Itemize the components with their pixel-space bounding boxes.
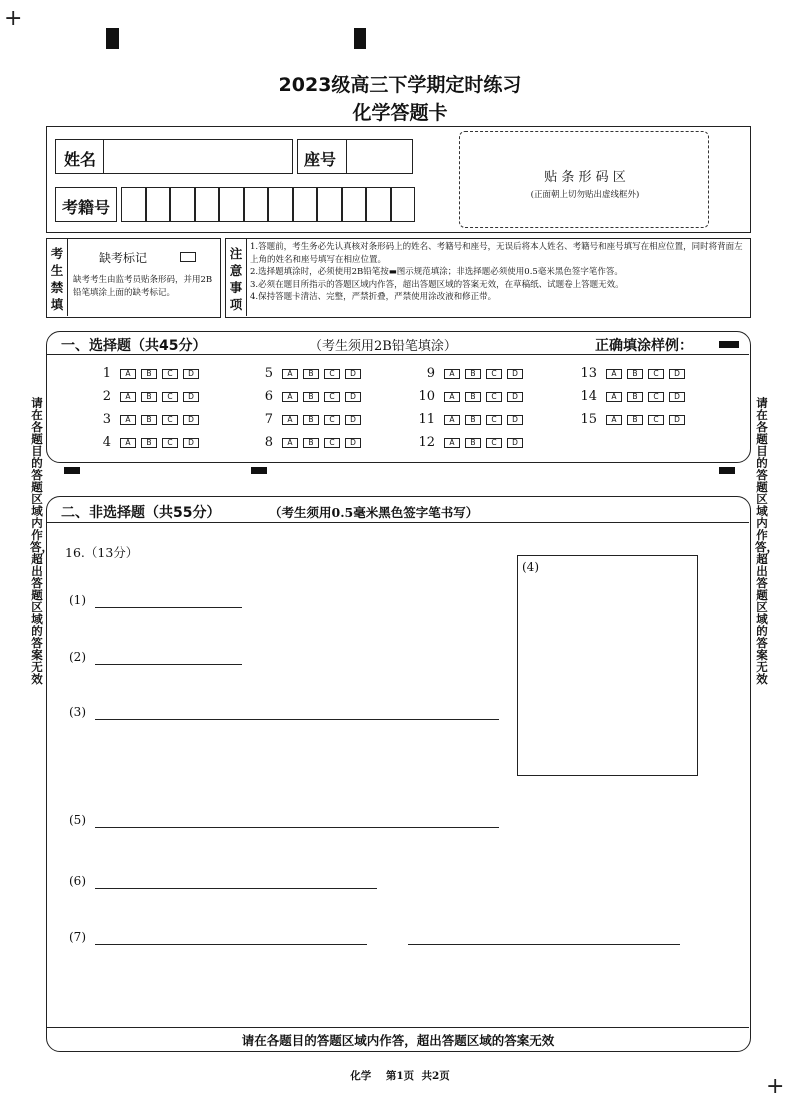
absent-mark-box[interactable] (180, 252, 196, 262)
question-number: 8 (264, 435, 273, 450)
question-number: 3 (102, 412, 111, 427)
option-bubble[interactable]: D (345, 369, 361, 379)
option-bubble[interactable]: D (345, 415, 361, 425)
note-item: 3.必须在题目所指示的答题区域内作答，超出答题区域的答案无效，在草稿纸、试题卷上答题无效。 (250, 279, 624, 290)
question-number: 2 (102, 389, 111, 404)
timing-mark (251, 467, 267, 474)
exam-id-digit-cell[interactable] (268, 187, 293, 222)
option-bubble[interactable]: D (507, 438, 523, 448)
option-bubble[interactable]: B (627, 392, 643, 402)
option-bubble[interactable]: C (486, 369, 502, 379)
notes-box (225, 238, 751, 318)
option-bubble[interactable]: C (648, 369, 664, 379)
option-bubble[interactable]: C (324, 392, 340, 402)
question-number: 12 (418, 435, 435, 450)
option-bubble[interactable]: C (162, 415, 178, 425)
exam-id-digit-cell[interactable] (317, 187, 342, 222)
option-bubble[interactable]: B (141, 392, 157, 402)
option-bubble[interactable]: D (183, 415, 199, 425)
answer-section-title: 二、非选择题（共55分） (61, 505, 221, 521)
exam-id-digit-cell[interactable] (121, 187, 146, 222)
question-number: 6 (264, 389, 273, 404)
option-bubble[interactable]: A (282, 369, 298, 379)
subpart-3-label: (3) (69, 705, 86, 719)
exam-id-label-cell (55, 187, 117, 222)
registration-mark (106, 28, 119, 49)
question-16-label: 16.（13分） (65, 545, 139, 560)
absent-note: 缺考考生由监考员贴条形码，并用2B铅笔填涂上面的缺考标记。 (73, 275, 213, 298)
footer-subject: 化学 (350, 1070, 372, 1082)
option-bubble[interactable]: B (303, 369, 319, 379)
absent-box (46, 238, 221, 318)
exam-id-digit-cell[interactable] (170, 187, 195, 222)
option-bubble[interactable]: B (627, 369, 643, 379)
answer-line[interactable] (95, 944, 367, 945)
side-warning-right: 请在各题目的答题区域内作答，超出答题区域的答案无效 (755, 396, 778, 686)
option-bubble[interactable]: D (183, 392, 199, 402)
answer-line[interactable] (95, 607, 242, 608)
choice-section-title: 一、选择题（共45分） (61, 338, 207, 354)
option-bubble[interactable]: C (324, 369, 340, 379)
option-bubble[interactable]: D (183, 438, 199, 448)
option-bubble[interactable]: A (444, 369, 460, 379)
timing-mark (719, 467, 735, 474)
seat-field[interactable] (297, 139, 413, 174)
option-bubble[interactable]: B (465, 369, 481, 379)
barcode-title: 贴 条 形 码 区 (544, 170, 626, 185)
option-bubble[interactable]: C (486, 438, 502, 448)
option-bubble[interactable]: A (282, 415, 298, 425)
exam-id-digit-cell[interactable] (244, 187, 269, 222)
subpart-1-label: (1) (69, 593, 86, 607)
option-bubble[interactable]: D (507, 415, 523, 425)
option-bubble[interactable]: C (324, 438, 340, 448)
subpart-7-label: (7) (69, 930, 86, 944)
subpart-4-label: (4) (522, 560, 539, 574)
option-bubble[interactable]: A (282, 392, 298, 402)
footer-total: 共2页 (421, 1070, 450, 1082)
exam-id-digit-cell[interactable] (293, 187, 318, 222)
option-bubble[interactable]: A (606, 369, 622, 379)
fill-example-label: 正确填涂样例： (595, 338, 693, 354)
exam-id-digit-cell[interactable] (219, 187, 244, 222)
option-bubble[interactable]: B (141, 438, 157, 448)
info-box (46, 126, 751, 233)
exam-id-digit-cell[interactable] (391, 187, 416, 222)
forbidden-vertical-label: 考 生 禁 填 (50, 246, 64, 312)
option-bubble[interactable]: A (444, 415, 460, 425)
option-bubble[interactable]: D (669, 369, 685, 379)
fill-example-mark (719, 341, 739, 348)
option-bubble[interactable]: C (486, 415, 502, 425)
option-bubble[interactable]: D (507, 369, 523, 379)
barcode-area (459, 131, 709, 228)
option-bubble[interactable]: B (303, 438, 319, 448)
option-bubble[interactable]: D (345, 438, 361, 448)
option-bubble[interactable]: B (141, 369, 157, 379)
option-bubble[interactable]: C (324, 415, 340, 425)
question-number: 10 (418, 389, 435, 404)
question-number: 1 (102, 366, 111, 381)
option-bubble[interactable]: C (162, 369, 178, 379)
footer (0, 1068, 800, 1083)
question-number: 11 (418, 412, 435, 427)
note-item: 4.保持答题卡清洁、完整，严禁折叠，严禁使用涂改液和修正带。 (250, 292, 497, 302)
exam-id-digit-cell[interactable] (366, 187, 391, 222)
crop-mark-bottom-right: + (766, 1074, 785, 1099)
name-field[interactable] (55, 139, 293, 174)
seat-label: 座号 (304, 150, 337, 169)
option-bubble[interactable]: A (444, 438, 460, 448)
answer-line[interactable] (95, 664, 242, 665)
registration-mark (354, 28, 366, 49)
option-bubble[interactable]: B (303, 392, 319, 402)
exam-id-digit-cell[interactable] (342, 187, 367, 222)
note-item: 2.选择题填涂时，必须使用2B铅笔按▬图示规范填涂；非选择题必须使用0.5毫米黑色签字笔作答。 (250, 267, 623, 277)
option-bubble[interactable]: D (345, 392, 361, 402)
option-bubble[interactable]: A (444, 392, 460, 402)
option-bubble[interactable]: A (120, 369, 136, 379)
notes-list (250, 241, 748, 304)
notes-vertical-label: 注 意 事 项 (229, 246, 243, 312)
answer-line[interactable] (95, 827, 499, 828)
option-bubble[interactable]: C (648, 415, 664, 425)
question-number: 7 (264, 412, 273, 427)
option-bubble[interactable]: B (465, 415, 481, 425)
footer-page: 第1页 (385, 1070, 415, 1082)
option-bubble[interactable]: A (120, 438, 136, 448)
page-title: 2023级高三下学期定时练习 (278, 74, 522, 96)
option-bubble[interactable]: D (507, 392, 523, 402)
name-label: 姓名 (64, 150, 97, 169)
absent-label: 缺考标记 (99, 251, 148, 265)
answer-line[interactable] (95, 719, 499, 720)
subpart-4-box[interactable] (517, 555, 698, 776)
question-number: 15 (580, 412, 597, 427)
timing-mark (64, 467, 80, 474)
subpart-2-label: (2) (69, 650, 86, 664)
choice-section (46, 331, 751, 463)
option-bubble[interactable]: D (669, 392, 685, 402)
option-bubble[interactable]: A (606, 415, 622, 425)
question-number: 9 (426, 366, 435, 381)
barcode-note: (正面朝上切勿贴出虚线框外) (530, 190, 640, 200)
crop-mark-top-left: + (4, 6, 23, 31)
option-bubble[interactable]: C (648, 392, 664, 402)
option-bubble[interactable]: A (120, 392, 136, 402)
option-bubble[interactable]: C (486, 392, 502, 402)
answer-line[interactable] (408, 944, 680, 945)
side-warning-left: 请在各题目的答题区域内作答，超出答题区域的答案无效 (30, 396, 53, 686)
option-bubble[interactable]: D (183, 369, 199, 379)
option-bubble[interactable]: B (303, 415, 319, 425)
option-bubble[interactable]: B (465, 438, 481, 448)
note-item: 1.答题前，考生务必先认真核对条形码上的姓名、考籍号和座号，无误后将本人姓名、考籍号和座号填写在相应位置，同时将背面左上角的姓名和座号填写在相应位置。 (250, 242, 743, 265)
option-bubble[interactable]: B (141, 415, 157, 425)
option-bubble[interactable]: D (669, 415, 685, 425)
option-bubble[interactable]: C (162, 438, 178, 448)
page-subtitle: 化学答题卡 (352, 102, 448, 124)
answer-section-instruction: （考生须用0.5毫米黑色签字笔书写） (269, 505, 479, 520)
subpart-6-label: (6) (69, 874, 86, 888)
option-bubble[interactable]: B (465, 392, 481, 402)
option-bubble[interactable]: B (627, 415, 643, 425)
option-bubble[interactable]: A (606, 392, 622, 402)
choice-section-instruction: （考生须用2B铅笔填涂） (309, 339, 457, 354)
exam-id-label: 考籍号 (62, 198, 111, 217)
question-number: 5 (264, 366, 273, 381)
option-bubble[interactable]: A (120, 415, 136, 425)
bottom-warning: 请在各题目的答题区域内作答，超出答题区域的答案无效 (241, 1033, 555, 1048)
question-number: 4 (102, 435, 111, 450)
answer-line[interactable] (95, 888, 377, 889)
exam-id-digit-cell[interactable] (195, 187, 220, 222)
option-bubble[interactable]: C (162, 392, 178, 402)
question-number: 14 (580, 389, 597, 404)
subpart-5-label: (5) (69, 813, 86, 827)
option-bubble[interactable]: A (282, 438, 298, 448)
exam-id-digit-cell[interactable] (146, 187, 171, 222)
question-number: 13 (580, 366, 597, 381)
answer-section (46, 496, 751, 1052)
